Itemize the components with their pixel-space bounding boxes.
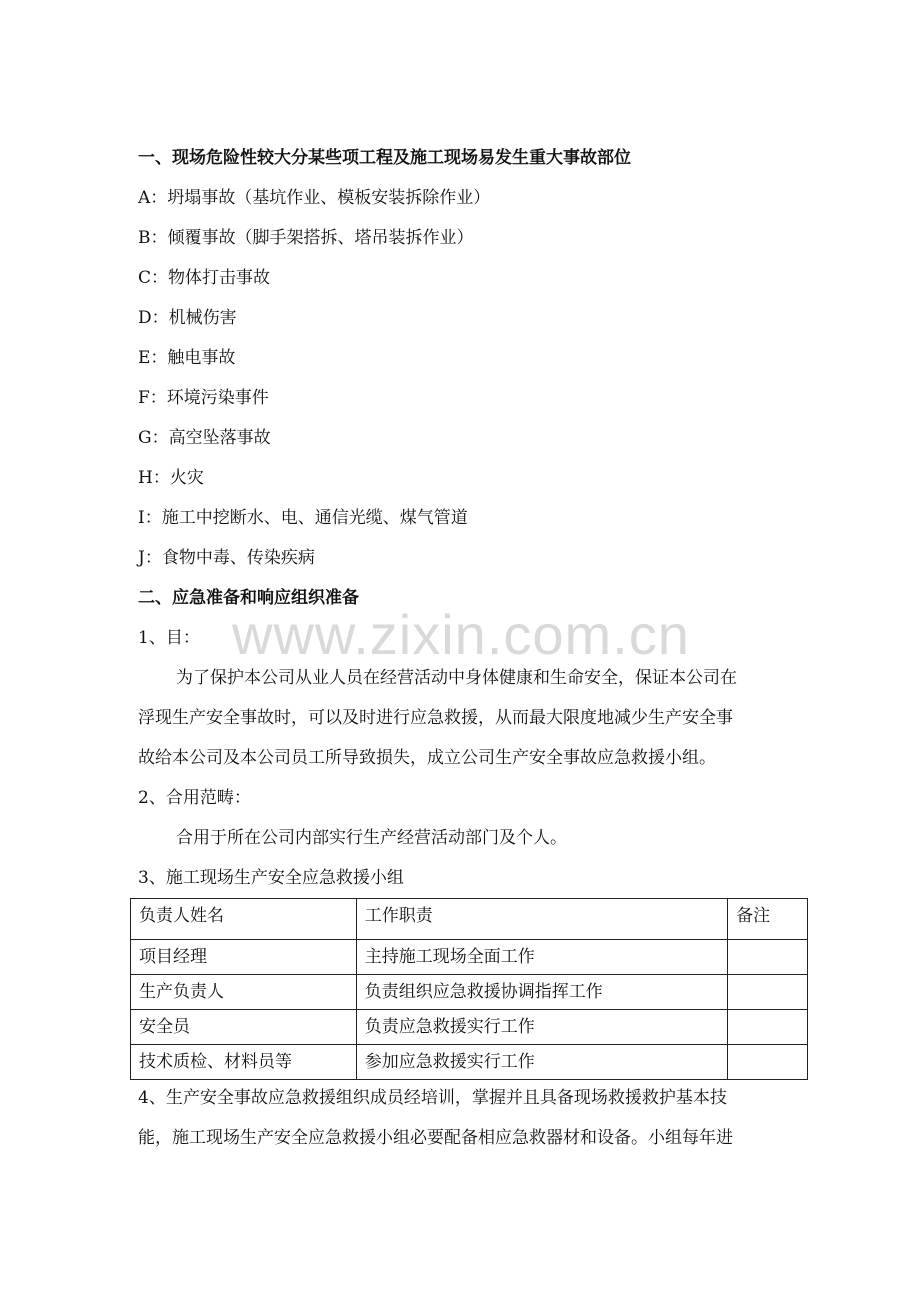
scope-title: 2、合用范畴：	[138, 788, 251, 808]
cell-duty: 参加应急救援实行工作	[356, 1045, 727, 1080]
header-name: 负责人姓名	[131, 899, 357, 940]
purpose-title: 1、目：	[138, 628, 200, 648]
cell-name: 生产负责人	[131, 975, 357, 1010]
table-row	[131, 940, 808, 975]
cell-remark	[728, 975, 808, 1010]
cell-remark	[728, 1045, 808, 1080]
table-header-row	[131, 899, 808, 940]
cell-duty: 主持施工现场全面工作	[356, 940, 727, 975]
team-title: 3、施工现场生产安全应急救援小组	[138, 868, 404, 888]
table-row	[131, 1010, 808, 1045]
hazard-item-j: J：食物中毒、传染疾病	[138, 548, 315, 568]
hazard-item-d: D：机械伤害	[138, 308, 237, 328]
section1-heading: 一、现场危险性较大分某些项工程及施工现场易发生重大事故部位	[138, 148, 631, 168]
watermark: www.zixin.com.cn	[232, 603, 690, 666]
purpose-line-3: 故给本公司及本公司员工所导致损失，成立公司生产安全事故应急救援小组。	[138, 748, 716, 768]
table-row	[131, 1045, 808, 1080]
cell-name: 项目经理	[131, 940, 357, 975]
header-remark: 备注	[728, 899, 808, 940]
emergency-team-table	[130, 898, 808, 1080]
hazard-item-f: F：环境污染事件	[138, 388, 269, 408]
cell-name: 技术质检、材料员等	[131, 1045, 357, 1080]
training-line-2: 能，施工现场生产安全应急救援小组必要配备相应急救器材和设备。小组每年进	[138, 1128, 733, 1148]
cell-remark	[728, 1010, 808, 1045]
table-row	[131, 975, 808, 1010]
hazard-item-g: G：高空坠落事故	[138, 428, 271, 448]
cell-remark	[728, 940, 808, 975]
cell-name: 安全员	[131, 1010, 357, 1045]
header-duty: 工作职责	[356, 899, 727, 940]
hazard-item-c: C：物体打击事故	[138, 268, 271, 288]
purpose-line-2: 浮现生产安全事故时，可以及时进行应急救援，从而最大限度地减少生产安全事	[138, 708, 733, 728]
purpose-line-1: 为了保护本公司从业人员在经营活动中身体健康和生命安全，保证本公司在	[176, 668, 737, 688]
hazard-item-h: H：火灾	[138, 468, 204, 488]
scope-text: 合用于所在公司内部实行生产经营活动部门及个人。	[176, 828, 567, 848]
cell-duty: 负责组织应急救援协调指挥工作	[356, 975, 727, 1010]
cell-duty: 负责应急救援实行工作	[356, 1010, 727, 1045]
hazard-item-a: A：坍塌事故（基坑作业、模板安装拆除作业）	[138, 188, 491, 208]
section2-heading: 二、应急准备和响应组织准备	[138, 588, 359, 608]
hazard-item-b: B：倾覆事故（脚手架搭拆、塔吊装拆作业）	[138, 228, 474, 248]
hazard-item-e: E：触电事故	[138, 348, 236, 368]
hazard-item-i: I：施工中挖断水、电、通信光缆、煤气管道	[138, 508, 468, 528]
training-line-1: 4、生产安全事故应急救援组织成员经培训，掌握并且具备现场救援救护基本技	[138, 1088, 727, 1108]
